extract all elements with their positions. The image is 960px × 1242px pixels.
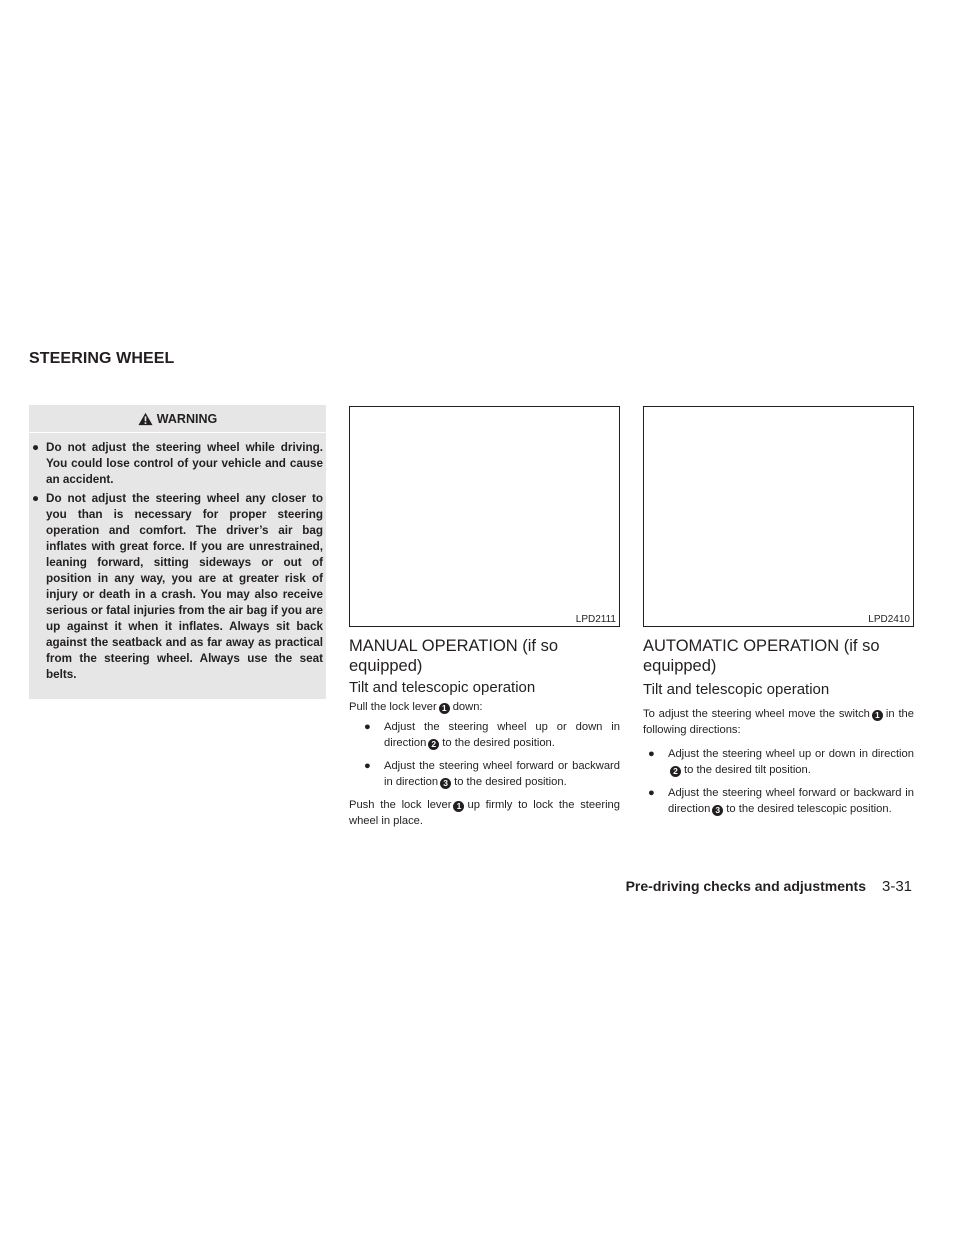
automatic-subheading: Tilt and telescopic operation <box>643 681 830 698</box>
manual-outro: Push the lock lever 1 up firmly to lock the steering wheel in place. <box>349 799 620 827</box>
bullet-icon: ● <box>32 492 40 505</box>
step-number-icon: 3 <box>712 805 723 816</box>
bullet-icon: ● <box>648 787 655 799</box>
warning-item-text: Do not adjust the steering wheel any closer to you than is necessary for proper steering operation and comfort. The driver’s air bag inflates with great force. If you are unrestrained, leaning forward, sitting sideways or out of position in any way, you are at greater risk of injury or death in a crash. You may also receive serious or fatal injuries from the air bag if you are up against it when it inflates. Always sit back against the seatback and as far away as practical from the steering wheel. Always use the seat belts. <box>46 492 323 681</box>
step-number-icon: 1 <box>439 703 450 714</box>
bullet-icon: ● <box>364 760 371 772</box>
step-number-icon: 1 <box>453 801 464 812</box>
warning-label: WARNING <box>156 412 218 426</box>
bullet-icon: ● <box>364 721 371 733</box>
section-title: STEERING WHEEL <box>29 350 175 367</box>
warning-triangle-icon <box>138 412 153 426</box>
figure-code: LPD2410 <box>868 614 910 625</box>
bullet-icon: ● <box>648 748 655 760</box>
page-number: 3-31 <box>882 878 913 895</box>
automatic-bullet: ● Adjust the steering wheel forward or backward in direction 3 to the desired telescopic position. <box>648 787 914 815</box>
automatic-heading: AUTOMATIC OPERATION (if so equipped) <box>643 637 880 675</box>
warning-box <box>29 405 326 699</box>
step-number-icon: 3 <box>440 778 451 789</box>
automatic-figure <box>643 406 914 627</box>
warning-header <box>29 410 326 428</box>
warning-item-text: Do not adjust the steering wheel while driving. You could lose control of your vehicle and cause an accident. <box>46 441 323 486</box>
manual-bullet: ● Adjust the steering wheel forward or backward in direction 3 to the desired position. <box>364 760 620 788</box>
automatic-bullet: ● Adjust the steering wheel up or down in direction2 to the desired tilt position. <box>648 748 914 776</box>
footer-section-label: Pre-driving checks and adjustments <box>625 878 866 894</box>
manual-figure <box>349 406 620 627</box>
step-number-icon: 2 <box>428 739 439 750</box>
automatic-intro: To adjust the steering wheel move the switch 1 in the following directions: <box>643 708 914 736</box>
step-number-icon: 2 <box>670 766 681 777</box>
manual-subheading: Tilt and telescopic operation <box>349 679 536 696</box>
figure-code: LPD2111 <box>575 614 616 625</box>
bullet-icon: ● <box>32 441 40 454</box>
manual-bullet: ● Adjust the steering wheel up or down in direction 2 to the desired position. <box>364 721 620 749</box>
step-number-icon: 1 <box>872 710 883 721</box>
warning-item <box>29 440 323 488</box>
warning-divider <box>29 432 326 433</box>
manual-intro: Pull the lock lever 1 down: <box>349 701 483 713</box>
manual-heading: MANUAL OPERATION (if so equipped) <box>349 637 559 675</box>
warning-item <box>29 491 323 683</box>
